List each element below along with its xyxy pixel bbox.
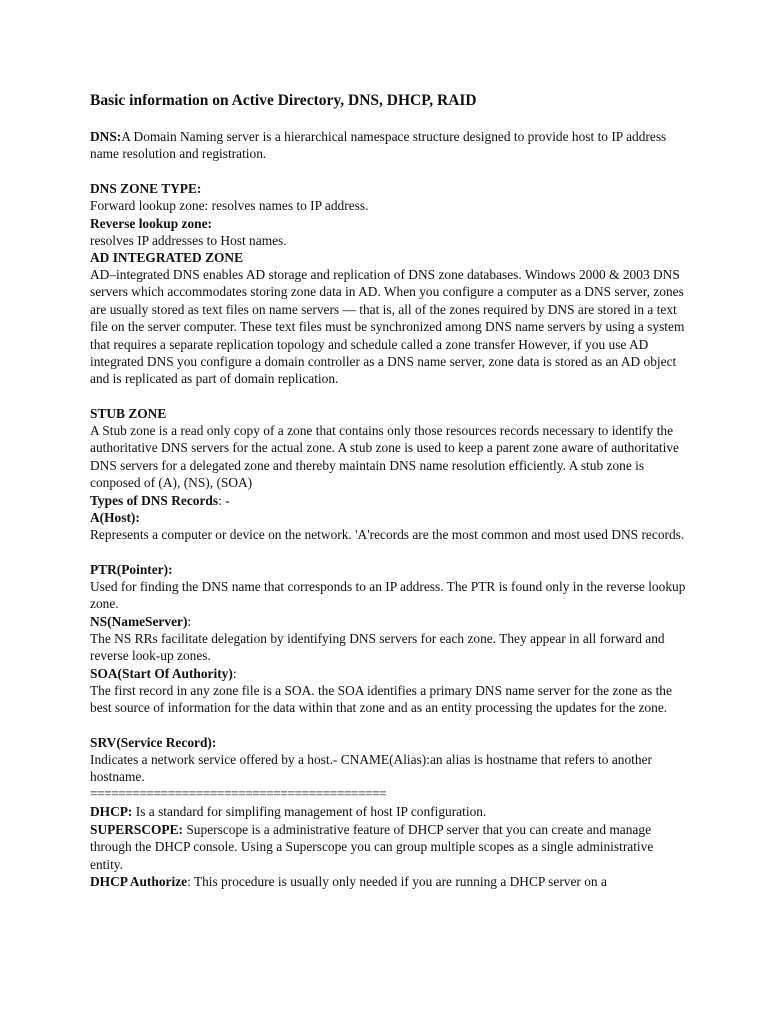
reverse-lookup-heading: Reverse lookup zone: bbox=[90, 216, 212, 231]
records-heading-line bbox=[90, 492, 688, 509]
a-record-heading: A(Host): bbox=[90, 510, 140, 525]
dhcp-authorize-paragraph bbox=[90, 873, 688, 890]
superscope-label: SUPERSCOPE: bbox=[90, 822, 184, 837]
soa-record-heading: SOA(Start Of Authority) bbox=[90, 666, 233, 681]
dns-label: DNS: bbox=[90, 129, 122, 144]
superscope-paragraph bbox=[90, 821, 688, 873]
soa-record-suffix: : bbox=[232, 666, 237, 681]
stub-zone-heading: STUB ZONE bbox=[90, 406, 167, 421]
records-heading: Types of DNS Records bbox=[90, 493, 219, 508]
soa-record-text: The first record in any zone file is a SOA. the SOA identifies a primary DNS name server for the zone as the best source of information for the data within that zone and as an entity processing the updates for the zone. bbox=[90, 683, 672, 716]
dns-text: A Domain Naming server is a hierarchical namespace structure designed to provide host to IP address name resolution and registration. bbox=[90, 129, 667, 162]
ad-integrated-text: AD–integrated DNS enables AD storage and replication of DNS zone databases. Windows 2000 & 2003 DNS servers which accommodates storing zone data in AD. When you configure a computer as a DNS server, zones are usually stored as text files on name servers — that is, all of the zones required by DNS are stored in a text file on the server computer. These text files must be synchronized among DNS name servers by using a system that requires a separate replication topology and schedule called a zone transfer However, if you use AD integrated DNS you configure a domain controller as a DNS name server, zone data is stored as an AD object and is replicated as part of domain replication. bbox=[90, 267, 685, 387]
ns-record-heading-line bbox=[90, 613, 688, 630]
zone-type-heading: DNS ZONE TYPE: bbox=[90, 181, 202, 196]
ns-record-text: The NS RRs facilitate delegation by identifying DNS servers for each zone. They appear in all forward and reverse look-up zones. bbox=[90, 631, 665, 664]
ptr-record-text: Used for finding the DNS name that corresponds to an IP address. The PTR is found only in the reverse lookup zone. bbox=[90, 579, 686, 612]
reverse-lookup-text: resolves IP addresses to Host names. bbox=[90, 233, 287, 248]
ad-integrated-heading: AD INTEGRATED ZONE bbox=[90, 250, 244, 265]
forward-lookup-text: Forward lookup zone: resolves names to IP address. bbox=[90, 198, 369, 213]
ptr-record-heading: PTR(Pointer): bbox=[90, 562, 173, 577]
dhcp-paragraph bbox=[90, 803, 688, 820]
dhcp-text: Is a standard for simplifing management of host IP configuration. bbox=[132, 804, 487, 819]
separator-line: ========================================== bbox=[90, 786, 387, 801]
superscope-text: Superscope is a administrative feature of DHCP server that you can create and manage through the DHCP console. Using a Superscope you can group multiple scopes as a single administrative entity. bbox=[90, 822, 654, 872]
ns-record-suffix: : bbox=[187, 614, 192, 629]
dns-paragraph bbox=[90, 128, 688, 163]
ns-record-heading: NS(NameServer) bbox=[90, 614, 188, 629]
records-suffix: : - bbox=[218, 493, 230, 508]
dhcp-authorize-label: DHCP Authorize bbox=[90, 874, 188, 889]
dhcp-label: DHCP: bbox=[90, 804, 133, 819]
srv-record-heading: SRV(Service Record): bbox=[90, 735, 217, 750]
soa-record-heading-line bbox=[90, 665, 688, 682]
dhcp-authorize-text: : This procedure is usually only needed if you are running a DHCP server on a bbox=[187, 874, 607, 889]
srv-record-text: Indicates a network service offered by a host.- CNAME(Alias):an alias is hostname that refers to another hostname. bbox=[90, 752, 652, 785]
a-record-text: Represents a computer or device on the network. 'A'records are the most common and most used DNS records. bbox=[90, 527, 685, 542]
stub-zone-text: A Stub zone is a read only copy of a zone that contains only those resources records necessary to identify the authoritative DNS servers for the actual zone. A stub zone is used to keep a parent zone aware of authoritative DNS servers for a delegated zone and thereby maintain DNS name resolution efficiently. A stub zone is conposed of (A), (NS), (SOA) bbox=[90, 423, 679, 491]
document-title: Basic information on Active Directory, DNS, DHCP, RAID bbox=[90, 92, 477, 109]
